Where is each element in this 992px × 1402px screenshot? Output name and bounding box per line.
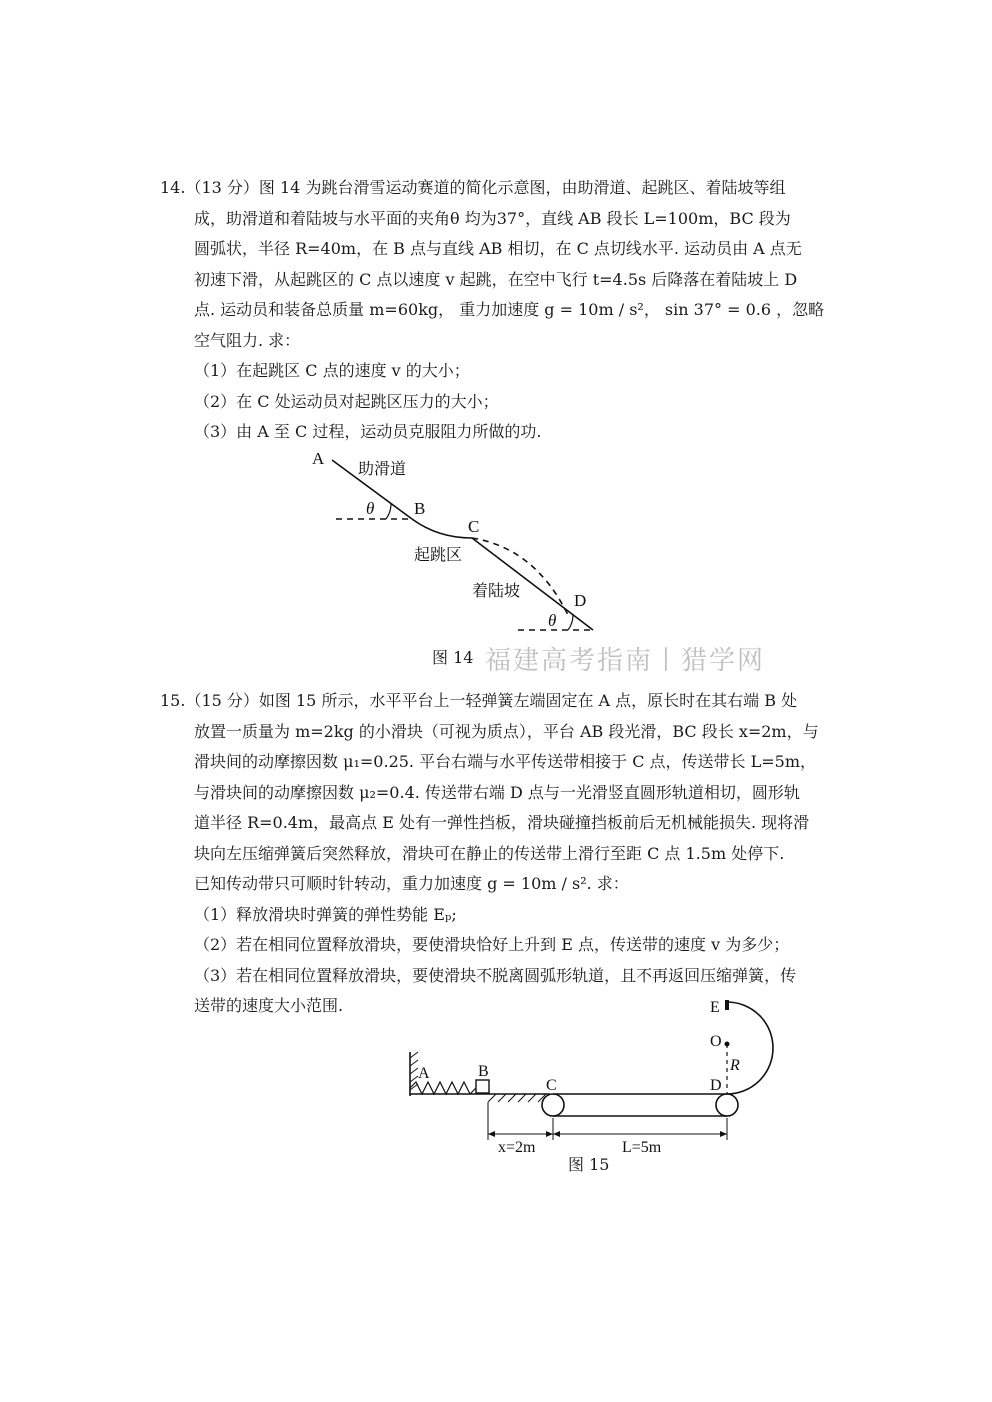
circular-track	[727, 1002, 773, 1094]
label-b15: B	[478, 1063, 489, 1080]
label-qitiaoqu: 起跳区	[414, 545, 463, 564]
label-zhuhuadao: 助滑道	[358, 459, 407, 478]
label-d15: D	[710, 1077, 722, 1094]
problem-14-text-1: 图 14 为跳台滑雪运动赛道的简化示意图，由助滑道、起跳区、着陆坡等组	[258, 178, 786, 197]
spring	[410, 1082, 476, 1094]
problem-14-text-4: 初速下滑，从起跳区的 C 点以速度 v 起跳，在空中飞行 t=4.5s 后降落在着陆坡上 D	[194, 269, 798, 289]
problem-15-line-1	[160, 686, 840, 717]
label-o15: O	[710, 1033, 722, 1050]
problem-15-score: （15 分）	[185, 691, 259, 710]
figure-15-caption: 图 15	[568, 1155, 610, 1174]
label-theta-top: θ	[366, 499, 375, 518]
slider-block	[476, 1080, 489, 1093]
problem-15-question-3-cont: 送带的速度大小范围.	[194, 996, 344, 1015]
label-c: C	[468, 517, 480, 536]
problem-14-text-2: 成，助滑道和着陆坡与水平面的夹角θ 均为37°，直线 AB 段长 L=100m，BC 段为	[194, 208, 791, 228]
figure-15-diagram	[400, 1000, 820, 1180]
problem-14-score: （13 分）	[185, 178, 259, 197]
problem-15-text-5: 道半径 R=0.4m，最高点 E 处有一弹性挡板，滑块碰撞挡板前后无机械能损失. 现将滑	[194, 813, 810, 832]
label-e15: E	[710, 1000, 720, 1016]
problem-14	[160, 173, 840, 448]
problem-15-text-3: 滑块间的动摩擦因数 μ₁=0.25. 平台右端与水平传送带相接于 C 点，传送带长 L=5m，	[194, 752, 816, 771]
label-theta-bottom: θ	[548, 611, 557, 630]
label-x-dim: x=2m	[498, 1139, 536, 1156]
problem-14-text-5: 点. 运动员和装备总质量 m=60kg， 重力加速度 g = 10m / s²， sin 37° = 0.6 ，忽略	[194, 300, 825, 319]
problem-14-question-2: （2）在 C 处运动员对起跳区压力的大小；	[194, 391, 499, 411]
figure-14-caption: 图 14	[432, 648, 474, 667]
label-r15: R	[730, 1057, 740, 1074]
label-zhuoluopo: 着陆坡	[472, 581, 521, 600]
problem-15-question-1: （1）释放滑块时弹簧的弹性势能 Eₚ;	[194, 904, 457, 924]
label-c15: C	[546, 1077, 557, 1094]
problem-15-text-6: 块向左压缩弹簧后突然释放，滑块可在静止的传送带上滑行至距 C 点 1.5m 处停下.	[194, 843, 785, 863]
problem-15-question-3: （3）若在相同位置释放滑块，要使滑块不脱离圆弧形轨道，且不再返回压缩弹簧，传	[194, 965, 797, 985]
problem-15-text-2: 放置一质量为 m=2kg 的小滑块（可视为质点），平台 AB 段光滑，BC 段长 x=2m，与	[194, 721, 819, 741]
arc-bc	[412, 519, 472, 538]
pulley-left	[542, 1094, 564, 1116]
problem-15-text-1: 如图 15 所示，水平平台上一轻弹簧左端固定在 A 点，原长时在其右端 B 处	[258, 691, 798, 710]
problem-14-text-6: 空气阻力. 求：	[194, 330, 301, 350]
center-point-o	[725, 1042, 730, 1047]
label-a: A	[312, 449, 325, 468]
angle-arc-top	[386, 504, 391, 519]
label-b: B	[414, 499, 426, 518]
figure-15	[400, 1000, 820, 1180]
angle-arc-bottom	[568, 615, 573, 630]
label-a15: A	[418, 1065, 430, 1082]
problem-14-question-1: （1）在起跳区 C 点的速度 v 的大小；	[194, 361, 470, 380]
watermark: 福建高考指南丨猎学网	[485, 646, 766, 676]
problem-15-text-7: 已知传动带只可顺时针转动，重力加速度 g = 10m / s². 求：	[194, 874, 629, 893]
problem-15	[160, 686, 840, 1022]
problem-15-text-4: 与滑块间的动摩擦因数 μ₂=0.4. 传送带右端 D 点与一光滑竖直圆形轨道相切，圆形轨	[194, 782, 800, 802]
problem-14-line-1	[160, 173, 840, 204]
problem-15-number: 15.	[160, 691, 186, 710]
platform-hatch	[488, 1094, 546, 1102]
pulley-right	[716, 1094, 738, 1116]
problem-15-question-2: （2）若在相同位置释放滑块，要使滑块恰好上升到 E 点，传送带的速度 v 为多少；	[194, 935, 790, 954]
label-l-dim: L=5m	[622, 1139, 662, 1156]
problem-14-text-3: 圆弧状，半径 R=40m，在 B 点与直线 AB 相切，在 C 点切线水平. 运动员由 A 点无	[194, 239, 802, 258]
problem-14-number: 14.	[160, 178, 186, 197]
label-d: D	[574, 591, 587, 610]
problem-14-question-3: （3）由 A 至 C 过程，运动员克服阻力所做的功.	[194, 422, 542, 441]
